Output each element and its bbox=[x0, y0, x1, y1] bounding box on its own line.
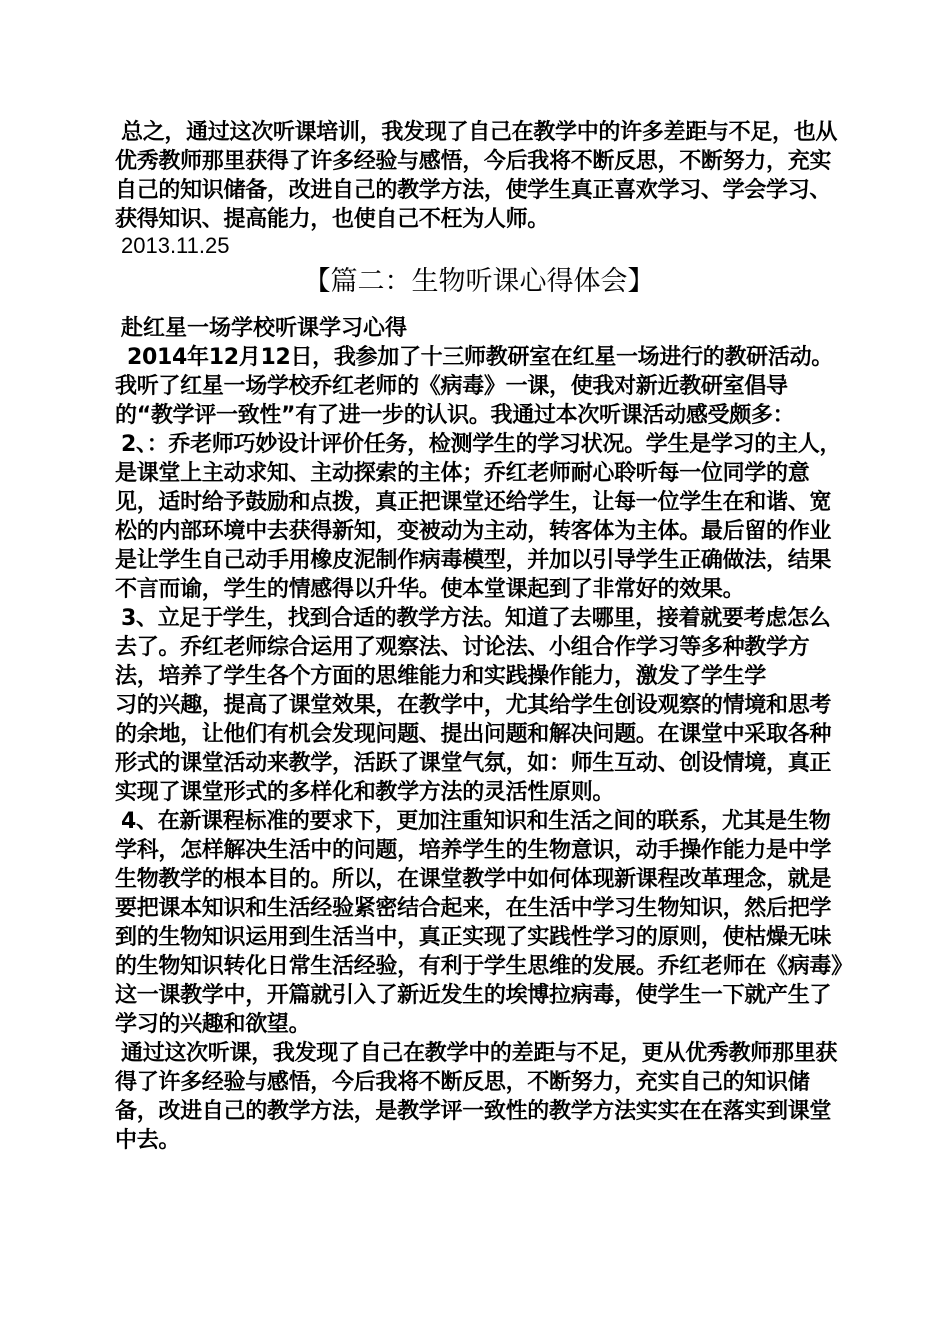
paragraph-6: 通过这次听课，我发现了自己在教学中的差距与不足，更从优秀教师那里获得了许多经验与感悟，今后我将不断反思，不断努力，充实自己的知识储备，改进自己的教学方法，是教学评一致性的教学方法实实在在落实到课堂中去。 bbox=[115, 1041, 838, 1153]
date-line: 2013.11.25 bbox=[121, 233, 230, 258]
paragraph-3: 3、立足于学生，找到合适的教学方法。知道了去哪里，接着就要考虑怎么去了。乔红老师综合运用了观察法、讨论法、小组合作学习等多种教学方法，培养了学生各个方面的思维能力和实践操作能力，激发了学生学 bbox=[115, 606, 831, 689]
paragraph-2: 2、：乔老师巧妙设计评价任务，检测学生的学习状况。学生是学习的主人，是课堂上主动求知、主动探索的主体；乔红老师耐心聆听每一位同学的意见，适时给予鼓励和点拨，真正把课堂还给学生，让每一位学生在和谐、宽松的内部环境中去获得新知，变被动为主动，转客体为主体。最后留的作业是让学生自己动手用橡皮泥制作病毒模型，并加以引导学生正确做法，结果不言而谕，学生的情感得以升华。使本堂课起到了非常好的效果。 bbox=[115, 432, 842, 602]
paragraph-5: 4、在新课程标准的要求下，更加注重知识和生活之间的联系，尤其是生物学科，怎样解决生活中的问题，培养学生的生物意识，动手操作能力是中学生物教学的根本目的。所以，在课堂教学中如何体现新课程改革理念，就是要把课本知识和生活经验紧密结合起来，在生活中学习生物知识，然后把学到的生物知识运用到生活当中，真正实现了实践性学习的原则，使枯燥无味的生物知识转化日常生活经验，有利于学生思维的发展。乔红老师在《病毒》这一课教学中，开篇就引入了新近发生的埃博拉病毒，使学生一下就产生了学习的兴趣和欲望。 bbox=[115, 809, 842, 1037]
article-title: 赴红星一场学校听课学习心得 bbox=[121, 316, 408, 341]
document-page bbox=[115, 118, 843, 1155]
paragraph-1: 2014年12月12日，我参加了十三师教研室在红星一场进行的教研活动。我听了红星一场学校乔红老师的《病毒》一课，使我对新近教研室倡导的“教学评一致性”有了进一步的认识。我通过本次听课活动感受颇多： bbox=[115, 345, 833, 428]
paragraph-4: 习的兴趣，提高了课堂效果，在教学中，尤其给学生创设观察的情境和思考的余地，让他们有机会发现问题、提出问题和解决问题。在课堂中采取各种形式的课堂活动来教学，活跃了课堂气氛，如：师生互动、创设情境，真正实现了课堂形式的多样化和教学方法的灵活性原则。 bbox=[115, 693, 832, 805]
section-title: 【篇二：生物听课心得体会】 bbox=[303, 266, 655, 297]
intro-paragraph: 总之，通过这次听课培训，我发现了自己在教学中的许多差距与不足，也从优秀教师那里获得了许多经验与感悟，今后我将不断反思，不断努力，充实自己的知识储备，改进自己的教学方法，使学生真正喜欢学习、学会学习、获得知识、提高能力，也使自己不枉为人师。 bbox=[115, 120, 838, 232]
